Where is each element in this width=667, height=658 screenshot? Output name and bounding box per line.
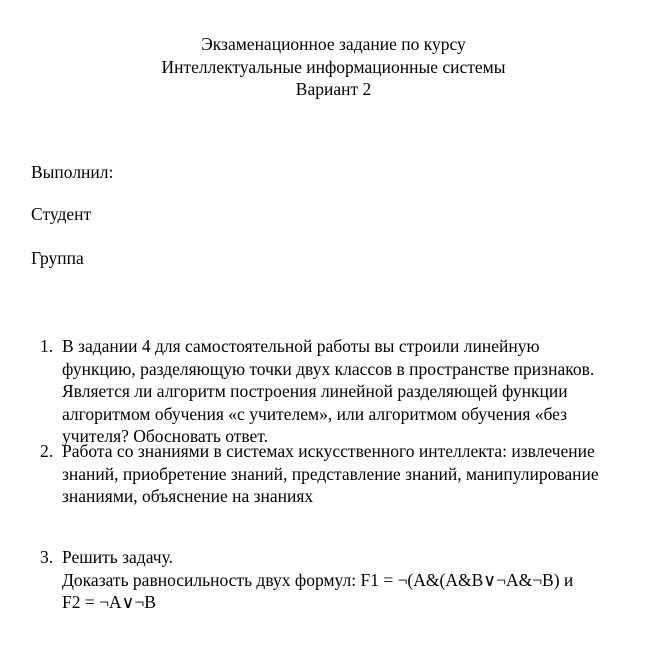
course-title-line: Экзаменационное задание по курсу — [201, 34, 466, 54]
task-line: Является ли алгоритм построения линейной разделяющей функции — [62, 381, 568, 401]
task-line: Решить задачу. — [62, 547, 173, 567]
task-line: Доказать равносильность двух формул: F1 = ¬(A&(A&B∨¬A&¬B) и — [62, 569, 574, 590]
task-line: Работа со знаниями в системах искусственного интеллекта: извлечение — [62, 441, 595, 461]
task-text — [62, 335, 594, 448]
task-line: функцию, разделяющую точки двух классов в пространстве признаков. — [62, 358, 595, 379]
variant-label: Вариант 2 — [295, 79, 372, 99]
task-line: учителя? Обосновать ответ. — [62, 426, 269, 446]
task-number: 3. — [40, 547, 54, 567]
task-line: алгоритмом обучения «с учителем», или алгоритмом обучения «без — [62, 403, 568, 424]
task-text — [62, 440, 599, 508]
group-label: Группа — [31, 248, 84, 268]
course-name: Интеллектуальные информационные системы — [161, 56, 506, 77]
task-line: В задании 4 для самостоятельной работы вы строили линейную — [62, 336, 540, 356]
task-number: 2. — [40, 441, 54, 461]
document-header — [0, 33, 667, 101]
task-line: F2 = ¬A∨¬B — [62, 592, 156, 612]
task-number: 1. — [40, 336, 54, 356]
student-label: Студент — [31, 204, 92, 224]
performed-by-label: Выполнил: — [31, 162, 114, 182]
task-text — [62, 546, 573, 614]
task-line: знаниями, объяснение на знаниях — [62, 486, 314, 506]
task-line: знаний, приобретение знаний, представление знаний, манипулирование — [62, 463, 599, 484]
